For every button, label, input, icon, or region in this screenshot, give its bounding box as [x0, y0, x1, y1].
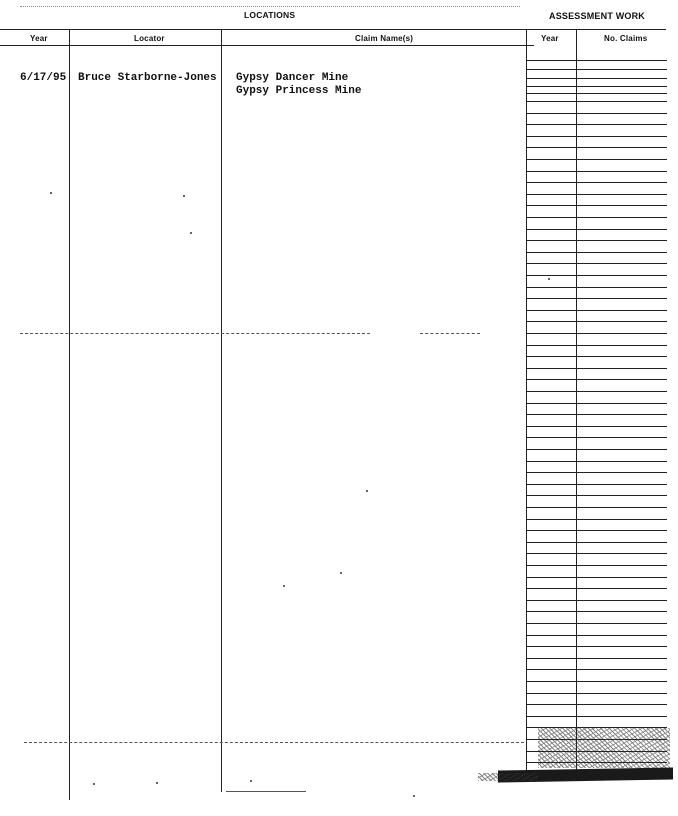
ruled-line	[527, 693, 667, 694]
ruled-line	[527, 553, 667, 554]
scan-speck	[366, 490, 368, 492]
scan-speck	[250, 780, 252, 782]
ruled-line	[527, 379, 667, 380]
ruled-line	[527, 565, 667, 566]
ruled-line	[527, 611, 667, 612]
ruled-line	[527, 124, 667, 125]
ruled-line	[527, 449, 667, 450]
header-bottom-rule	[0, 45, 534, 46]
ruled-line	[527, 60, 667, 61]
ruled-line	[527, 704, 667, 705]
ruled-line	[527, 484, 667, 485]
scan-speck	[50, 192, 52, 194]
scan-speck	[340, 572, 342, 574]
ruled-line	[527, 69, 667, 70]
ruled-line	[527, 217, 667, 218]
ruled-line	[527, 298, 667, 299]
ruled-line	[527, 623, 667, 624]
entry-claim-name: Gypsy Princess Mine	[236, 85, 362, 97]
ruled-line	[527, 461, 667, 462]
ruled-line	[527, 588, 667, 589]
ruled-line	[527, 368, 667, 369]
ruled-line	[527, 113, 667, 114]
ruled-line	[527, 159, 667, 160]
scan-noise-block	[478, 773, 538, 781]
dashed-separator	[20, 333, 370, 334]
ruled-line	[527, 333, 667, 334]
scan-speck	[93, 783, 95, 785]
ruled-line	[527, 310, 667, 311]
assessment-work-ruled-lines	[527, 0, 667, 816]
ruled-line	[527, 577, 667, 578]
scan-speck	[283, 585, 285, 587]
column-header-year: Year	[30, 34, 48, 43]
dashed-separator	[420, 333, 480, 334]
ruled-line	[527, 507, 667, 508]
entry-claim-name: Gypsy Dancer Mine	[236, 72, 349, 84]
top-scan-noise	[20, 6, 520, 9]
divider-locator-claims	[221, 30, 222, 792]
scan-noise-block	[538, 728, 670, 768]
ruled-line	[527, 716, 667, 717]
ruled-line	[527, 658, 667, 659]
ruled-line	[527, 635, 667, 636]
dashed-separator	[24, 742, 524, 743]
ruled-line	[527, 356, 667, 357]
ruled-line	[527, 519, 667, 520]
scan-speck	[190, 232, 192, 234]
column-header-aw-year: Year	[541, 34, 559, 43]
scan-speck	[183, 195, 185, 197]
ruled-line	[527, 275, 667, 276]
ruled-line	[527, 321, 667, 322]
scan-speck	[156, 782, 158, 784]
dashed-separator	[226, 791, 306, 792]
ruled-line	[527, 600, 667, 601]
ruled-line	[527, 263, 667, 264]
ruled-line	[527, 669, 667, 670]
column-header-aw-claims: No. Claims	[604, 34, 648, 43]
ruled-line	[527, 681, 667, 682]
ruled-line	[527, 194, 667, 195]
entry-year: 6/17/95	[20, 72, 67, 84]
ruled-line	[527, 542, 667, 543]
ruled-line	[527, 495, 667, 496]
scan-speck	[413, 795, 415, 797]
ruled-line	[527, 414, 667, 415]
ruled-line	[527, 530, 667, 531]
ruled-line	[527, 182, 667, 183]
ruled-line	[527, 171, 667, 172]
ruled-line	[527, 472, 667, 473]
ruled-line	[527, 93, 667, 94]
ruled-line	[527, 78, 667, 79]
entry-locator: Bruce Starborne-Jones	[78, 72, 217, 84]
ruled-line	[527, 240, 667, 241]
ruled-line	[527, 646, 667, 647]
ruled-line	[527, 229, 667, 230]
column-header-claim-names: Claim Name(s)	[355, 34, 414, 43]
ruled-line	[527, 345, 667, 346]
ruled-line	[527, 136, 667, 137]
ruled-line	[527, 252, 667, 253]
section-header-locations: LOCATIONS	[244, 10, 296, 20]
ruled-line	[527, 147, 667, 148]
column-header-locator: Locator	[134, 34, 165, 43]
ruled-line	[527, 101, 667, 102]
ruled-line	[527, 86, 667, 87]
ruled-line	[527, 287, 667, 288]
divider-year-locator	[69, 30, 70, 800]
section-header-assessment-work: ASSESSMENT WORK	[549, 11, 646, 21]
ruled-line	[527, 391, 667, 392]
scan-speck	[548, 278, 550, 280]
ruled-line	[527, 437, 667, 438]
ruled-line	[527, 426, 667, 427]
ruled-line	[527, 205, 667, 206]
ruled-line	[527, 403, 667, 404]
